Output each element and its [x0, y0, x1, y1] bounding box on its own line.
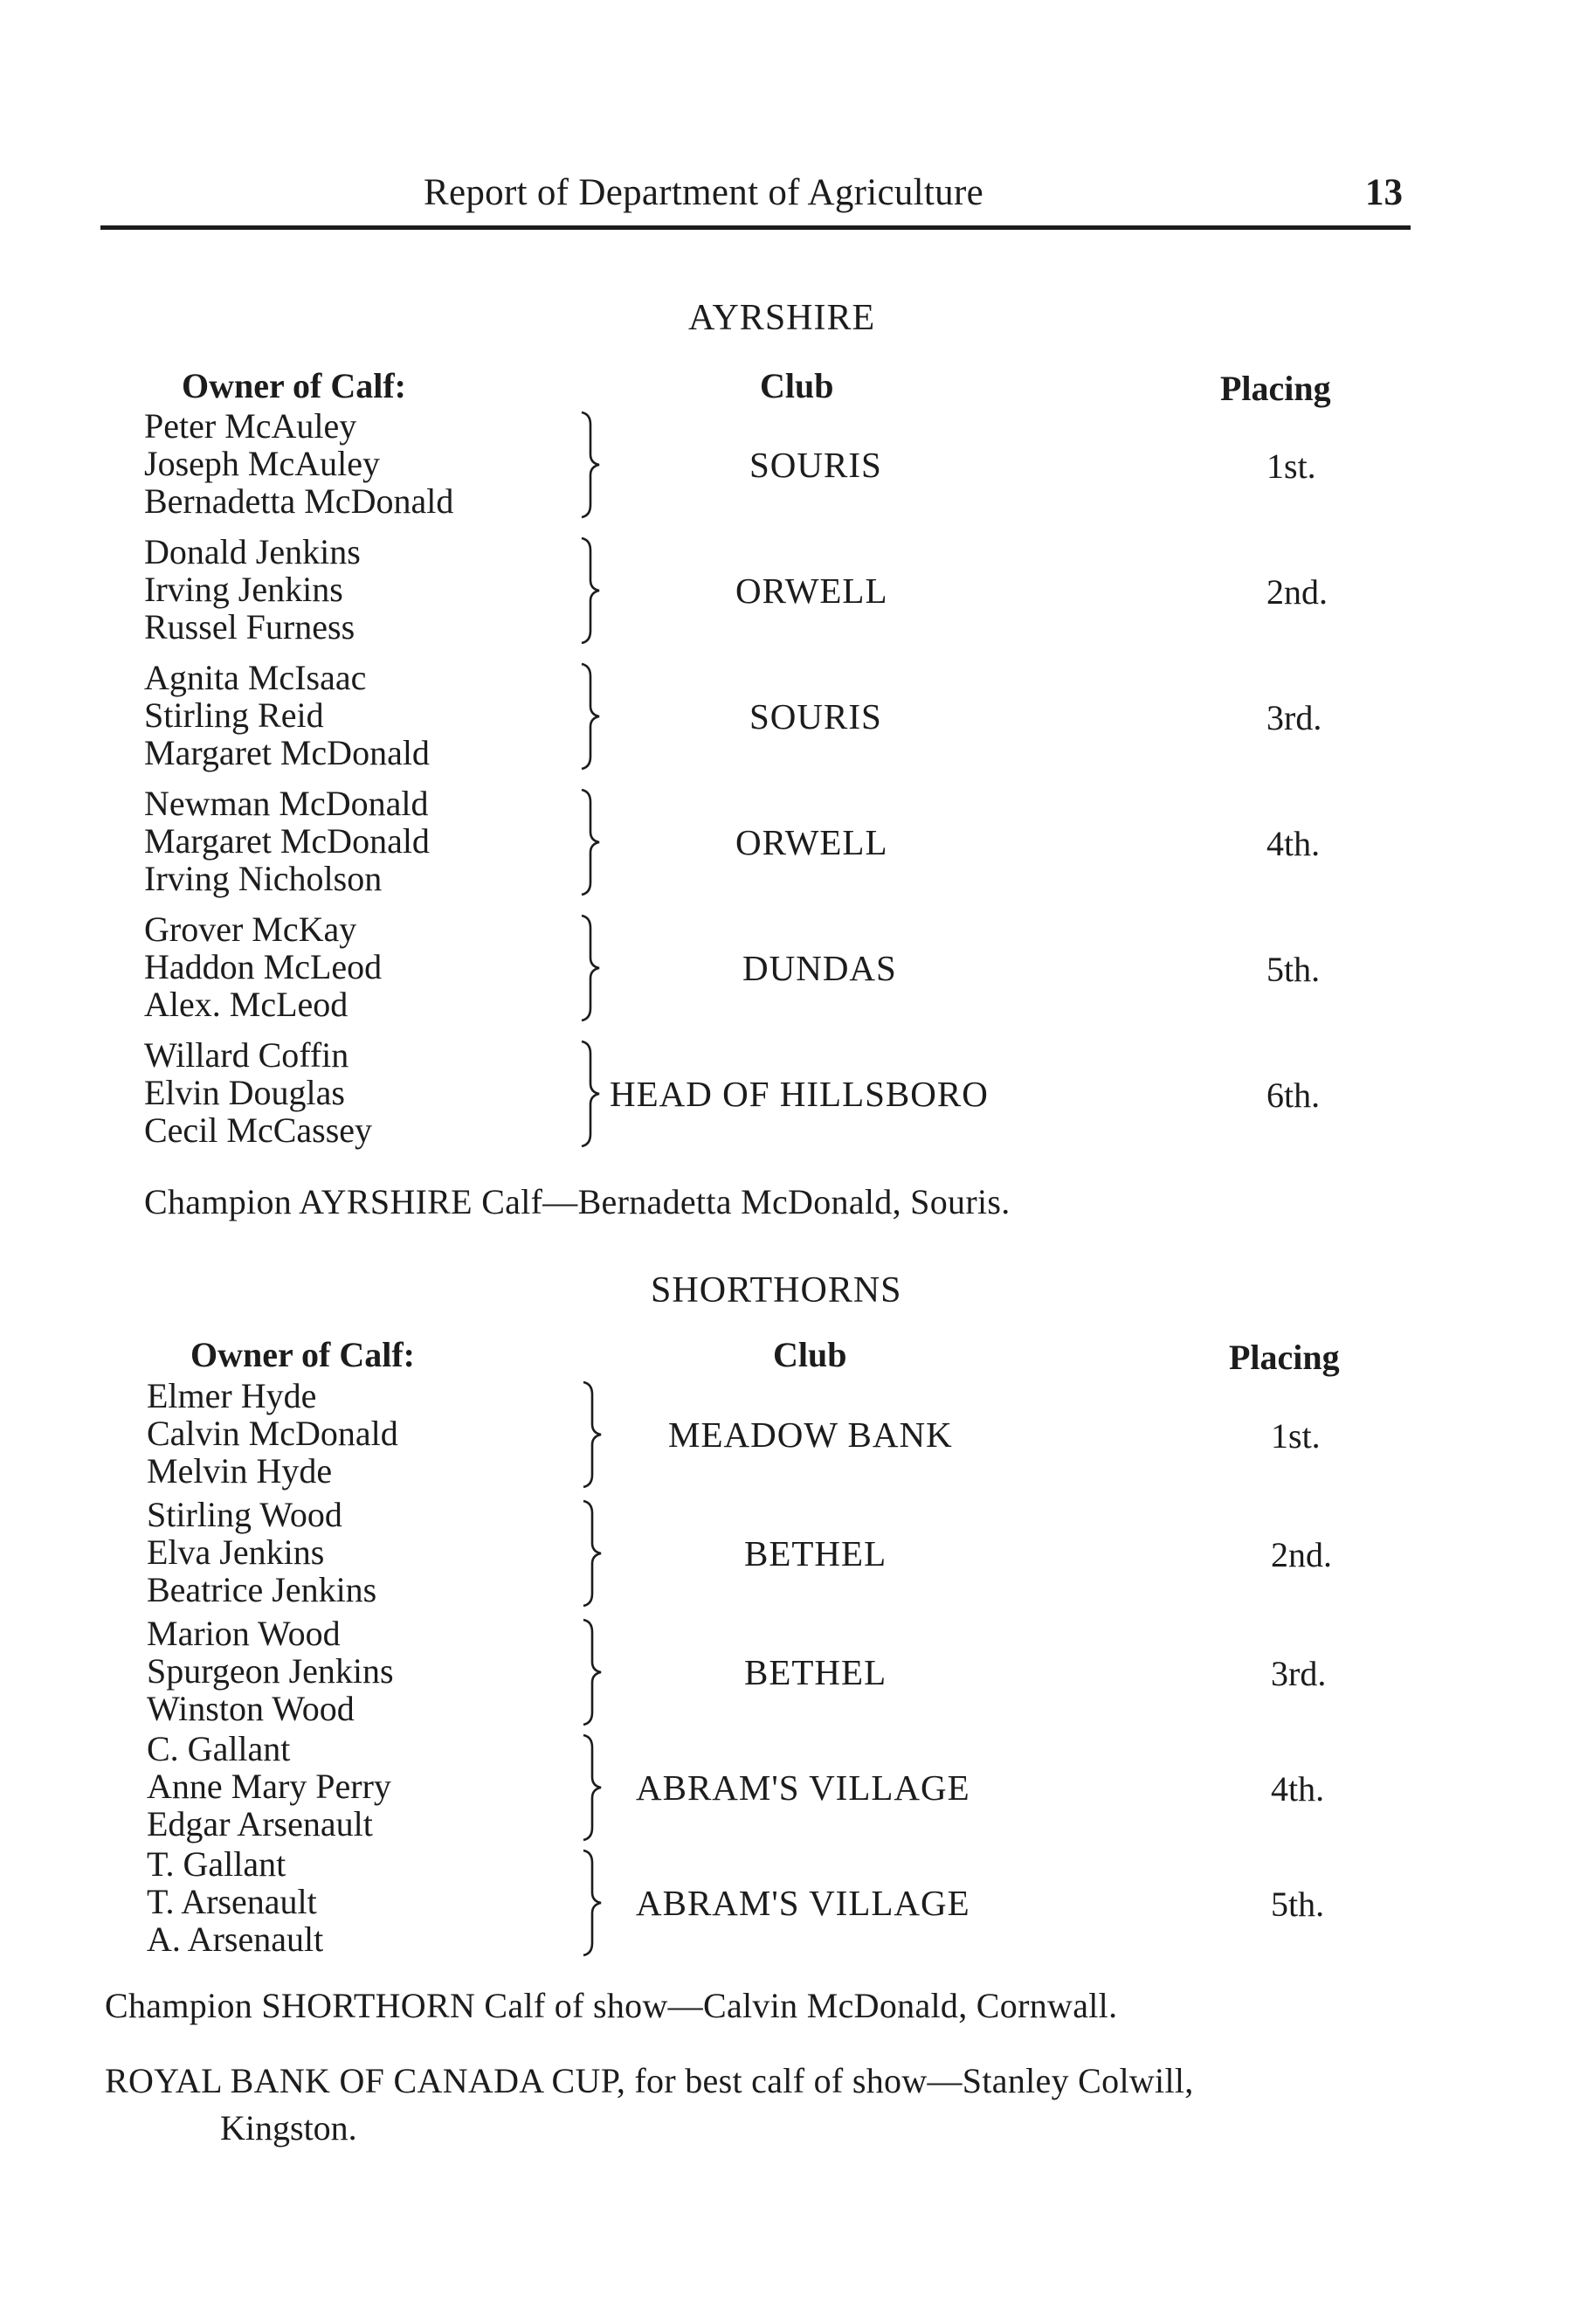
- placing-value: 2nd.: [1266, 572, 1328, 612]
- owner-name: T. Arsenault: [147, 1882, 317, 1921]
- royal-bank-cup-note-continued: Kingston.: [220, 2108, 357, 2148]
- right-brace: [576, 662, 603, 771]
- ayrshire-section-title: AYRSHIRE: [688, 298, 876, 338]
- owner-names: [147, 1615, 394, 1727]
- club-name: ORWELL: [735, 822, 888, 862]
- shorthorns-owner-column-header: Owner of Calf:: [190, 1335, 415, 1374]
- ayrshire-champion-note: Champion AYRSHIRE Calf—Bernadetta McDonald, Souris.: [144, 1182, 1011, 1221]
- shorthorns-placing-column-header: Placing: [1229, 1338, 1340, 1377]
- owner-name: Beatrice Jenkins: [147, 1570, 377, 1609]
- shorthorns-club-column-header: Club: [773, 1335, 847, 1374]
- owner-name: Elmer Hyde: [147, 1376, 317, 1415]
- owner-name: Elvin Douglas: [144, 1073, 345, 1112]
- owner-names: [144, 910, 382, 1023]
- right-brace: [576, 788, 603, 896]
- owner-name: Calvin McDonald: [147, 1414, 398, 1453]
- placing-value: 4th.: [1271, 1769, 1325, 1809]
- owner-names: [144, 785, 430, 897]
- owner-name: Peter McAuley: [144, 406, 357, 446]
- owner-name: Alex. McLeod: [144, 985, 348, 1024]
- right-brace: [578, 1380, 604, 1489]
- placing-value: 3rd.: [1271, 1654, 1327, 1693]
- shorthorns-champion-note: Champion SHORTHORN Calf of show—Calvin McDonald, Cornwall.: [105, 1986, 1118, 2025]
- right-brace: [576, 1040, 603, 1148]
- owner-names: [147, 1496, 376, 1608]
- shorthorns-section-title: SHORTHORNS: [651, 1270, 902, 1311]
- right-brace: [578, 1733, 604, 1842]
- club-name: ABRAM'S VILLAGE: [636, 1883, 970, 1923]
- owner-name: Newman McDonald: [144, 784, 429, 823]
- owner-name: Elva Jenkins: [147, 1532, 325, 1572]
- placing-value: 1st.: [1266, 446, 1316, 486]
- placing-value: 1st.: [1271, 1416, 1321, 1456]
- owner-name: Donald Jenkins: [144, 532, 361, 571]
- owner-name: Haddon McLeod: [144, 947, 383, 986]
- right-brace: [576, 914, 603, 1022]
- owner-names: [147, 1730, 391, 1843]
- owner-names: [144, 659, 430, 771]
- owner-name: Willard Coffin: [144, 1035, 349, 1075]
- owner-name: Margaret McDonald: [144, 733, 430, 772]
- owner-name: A. Arsenault: [147, 1919, 324, 1959]
- owner-names: [147, 1845, 323, 1958]
- club-name: DUNDAS: [742, 948, 897, 988]
- running-header-title: Report of Department of Agriculture: [424, 172, 983, 213]
- owner-name: Agnita McIsaac: [144, 658, 367, 697]
- placing-value: 2nd.: [1271, 1535, 1332, 1574]
- owner-name: Margaret McDonald: [144, 821, 430, 861]
- owner-name: Melvin Hyde: [147, 1451, 333, 1491]
- owner-name: Stirling Wood: [147, 1495, 342, 1534]
- right-brace: [576, 536, 603, 645]
- owner-names: [144, 407, 453, 520]
- owner-name: Bernadetta McDonald: [144, 481, 454, 521]
- right-brace: [578, 1499, 604, 1608]
- placing-value: 5th.: [1266, 950, 1321, 989]
- right-brace: [578, 1849, 604, 1957]
- placing-value: 5th.: [1271, 1885, 1325, 1924]
- owner-name: T. Gallant: [147, 1844, 286, 1884]
- club-name: BETHEL: [744, 1533, 887, 1574]
- club-name: BETHEL: [744, 1652, 887, 1692]
- royal-bank-cup-note: ROYAL BANK OF CANADA CUP, for best calf of show—Stanley Colwill,: [105, 2061, 1194, 2100]
- owner-names: [147, 1377, 398, 1490]
- right-brace: [578, 1618, 604, 1726]
- owner-name: Irving Nicholson: [144, 859, 383, 898]
- ayrshire-placing-column-header: Placing: [1220, 369, 1331, 408]
- ayrshire-owner-column-header: Owner of Calf:: [182, 366, 406, 405]
- owner-name: Edgar Arsenault: [147, 1804, 373, 1843]
- owner-name: Spurgeon Jenkins: [147, 1651, 394, 1691]
- owner-name: Stirling Reid: [144, 695, 324, 735]
- right-brace: [576, 411, 603, 519]
- placing-value: 3rd.: [1266, 698, 1322, 737]
- ayrshire-club-column-header: Club: [760, 366, 834, 405]
- placing-value: 6th.: [1266, 1076, 1321, 1115]
- owner-name: Irving Jenkins: [144, 570, 343, 609]
- club-name: HEAD OF HILLSBORO: [610, 1074, 989, 1114]
- page-number: 13: [1365, 172, 1403, 213]
- club-name: MEADOW BANK: [668, 1414, 953, 1455]
- owner-name: Grover McKay: [144, 910, 357, 949]
- owner-names: [144, 533, 361, 646]
- owner-name: Marion Wood: [147, 1614, 341, 1653]
- owner-name: Russel Furness: [144, 607, 355, 647]
- club-name: SOURIS: [749, 445, 882, 485]
- owner-name: Joseph McAuley: [144, 444, 380, 483]
- owner-name: Anne Mary Perry: [147, 1767, 391, 1806]
- header-rule: [100, 225, 1411, 230]
- owner-name: Cecil McCassey: [144, 1110, 373, 1150]
- owner-name: C. Gallant: [147, 1729, 291, 1768]
- owner-names: [144, 1036, 372, 1149]
- placing-value: 4th.: [1266, 824, 1321, 863]
- club-name: ABRAM'S VILLAGE: [636, 1767, 970, 1808]
- club-name: SOURIS: [749, 696, 882, 737]
- owner-name: Winston Wood: [147, 1689, 355, 1728]
- club-name: ORWELL: [735, 571, 888, 611]
